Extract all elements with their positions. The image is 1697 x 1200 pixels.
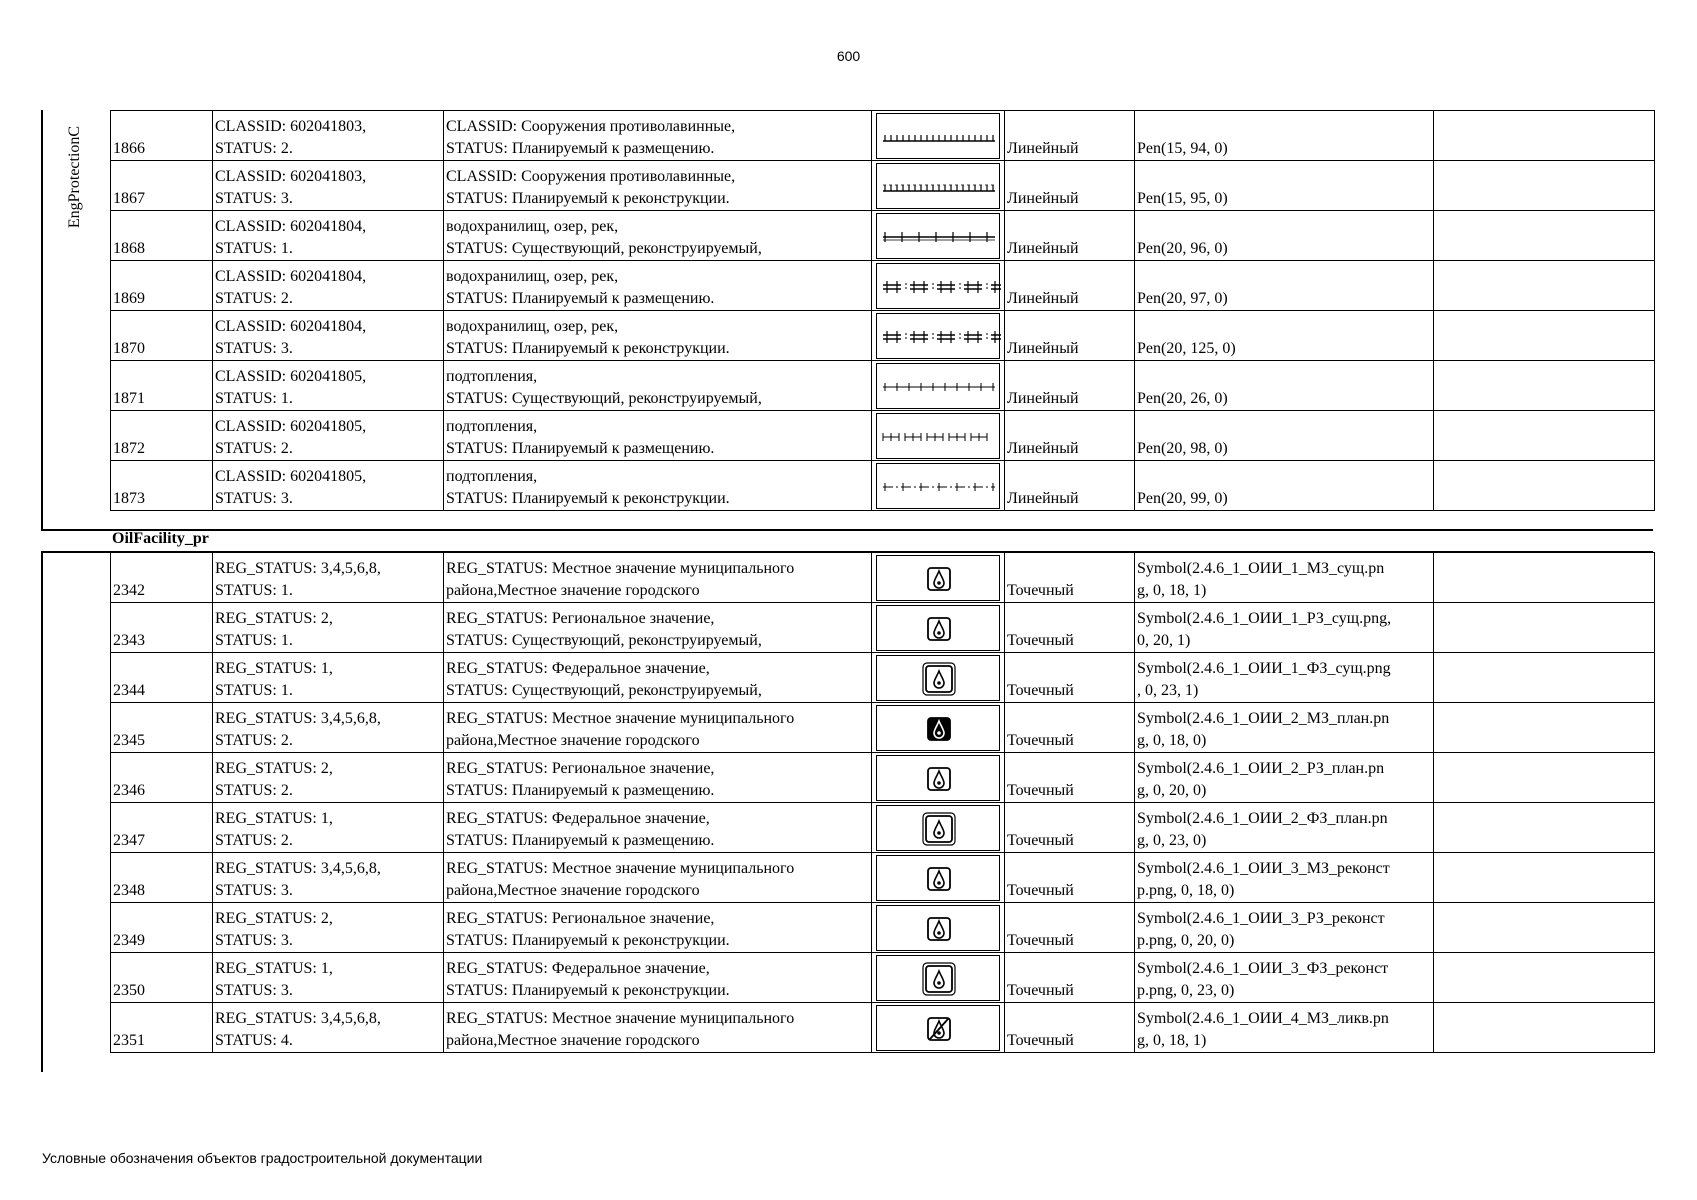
row-symbol <box>872 553 1005 603</box>
row-description-line-2: STATUS: Планируемый к размещению. <box>446 440 715 457</box>
row-class <box>213 1003 444 1053</box>
row-class-line-1: REG_STATUS: 1, <box>215 810 333 827</box>
row-description-line-1: CLASSID: Сооружения противолавинные, <box>446 118 736 135</box>
row-style-line-2: 0, 20, 1) <box>1137 632 1191 649</box>
group1-left-border <box>41 110 43 530</box>
page-footer: Условные обозначения объектов градостроительной документации <box>42 1150 483 1166</box>
row-style-line-2: р.png, 0, 23, 0) <box>1137 982 1235 999</box>
row-description-line-2: STATUS: Существующий, реконструируемый, <box>446 682 762 699</box>
row-description-line-1: подтопления, <box>446 468 538 485</box>
group-label: EngProtectionC <box>66 125 83 229</box>
row-empty-cell <box>1434 653 1655 703</box>
row-class <box>213 903 444 953</box>
row-geometry-type: Линейный <box>1005 261 1135 311</box>
row-class-line-1: REG_STATUS: 3,4,5,6,8, <box>215 1010 381 1027</box>
row-id: 2342 <box>111 553 213 603</box>
oil-drop-local-existing-icon <box>876 555 1000 601</box>
row-id: 1873 <box>111 461 213 511</box>
row-class <box>213 361 444 411</box>
row-class <box>213 753 444 803</box>
table-row <box>111 653 1655 703</box>
table-row <box>111 361 1655 411</box>
row-description <box>444 703 872 753</box>
row-style: Pen(20, 26, 0) <box>1135 361 1434 411</box>
row-class-line-2: STATUS: 2. <box>215 832 293 849</box>
row-symbol <box>872 953 1005 1003</box>
bank-line-reconstruct-icon <box>876 313 1000 359</box>
row-empty-cell <box>1434 261 1655 311</box>
row-description <box>444 211 872 261</box>
row-class-line-1: REG_STATUS: 1, <box>215 960 333 977</box>
row-class-line-2: STATUS: 3. <box>215 882 293 899</box>
oil-drop-regional-reconstruct-icon <box>876 905 1000 951</box>
row-class-line-1: REG_STATUS: 2, <box>215 610 333 627</box>
row-style <box>1135 753 1434 803</box>
row-style-line-1: Symbol(2.4.6_1_ОИИ_2_РЗ_план.pn <box>1137 760 1385 777</box>
row-class-line-2: STATUS: 2. <box>215 440 293 457</box>
row-style-line-2: g, 0, 23, 0) <box>1137 832 1207 849</box>
row-style-line-1: Symbol(2.4.6_1_ОИИ_3_МЗ_реконст <box>1137 860 1390 877</box>
row-style-line-2: g, 0, 18, 0) <box>1137 732 1207 749</box>
flood-line-reconstruct-icon <box>876 463 1000 509</box>
row-empty-cell <box>1434 853 1655 903</box>
row-id: 2346 <box>111 753 213 803</box>
oil-drop-federal-reconstruct-icon <box>876 955 1000 1001</box>
table-row <box>111 853 1655 903</box>
row-id: 2349 <box>111 903 213 953</box>
symbol-table-engprotection <box>110 110 1655 511</box>
row-geometry-type: Точечный <box>1005 803 1135 853</box>
flood-line-existing-icon <box>876 363 1000 409</box>
row-class-line-2: STATUS: 1. <box>215 240 293 257</box>
row-geometry-type: Точечный <box>1005 703 1135 753</box>
row-description-line-2: STATUS: Планируемый к реконструкции. <box>446 982 730 999</box>
row-id: 1872 <box>111 411 213 461</box>
table-row <box>111 261 1655 311</box>
oil-drop-federal-existing-icon <box>876 655 1000 701</box>
row-description-line-2: района,Местное значение городского <box>446 582 700 599</box>
row-symbol <box>872 903 1005 953</box>
row-description-line-2: STATUS: Планируемый к размещению. <box>446 782 715 799</box>
row-description <box>444 653 872 703</box>
row-class-line-2: STATUS: 3. <box>215 190 293 207</box>
row-class-line-2: STATUS: 3. <box>215 340 293 357</box>
row-class <box>213 953 444 1003</box>
row-style-line-2: , 0, 23, 1) <box>1137 682 1199 699</box>
row-id: 2344 <box>111 653 213 703</box>
row-description <box>444 603 872 653</box>
row-description-line-1: CLASSID: Сооружения противолавинные, <box>446 168 736 185</box>
table-row <box>111 1003 1655 1053</box>
row-description-line-2: STATUS: Планируемый к реконструкции. <box>446 190 730 207</box>
row-class-line-1: REG_STATUS: 2, <box>215 760 333 777</box>
row-class-line-2: STATUS: 1. <box>215 682 293 699</box>
row-description-line-1: REG_STATUS: Местное значение муниципального <box>446 560 795 577</box>
row-class-line-2: STATUS: 3. <box>215 932 293 949</box>
row-description-line-1: REG_STATUS: Федеральное значение, <box>446 960 710 977</box>
row-style <box>1135 1003 1434 1053</box>
row-description-line-2: STATUS: Планируемый к размещению. <box>446 140 715 157</box>
row-style-line-2: g, 0, 20, 0) <box>1137 782 1207 799</box>
row-description-line-1: REG_STATUS: Региональное значение, <box>446 910 715 927</box>
row-class-line-2: STATUS: 3. <box>215 982 293 999</box>
row-class-line-1: CLASSID: 602041805, <box>215 418 367 435</box>
row-description-line-1: REG_STATUS: Региональное значение, <box>446 760 715 777</box>
row-description <box>444 1003 872 1053</box>
row-geometry-type: Точечный <box>1005 753 1135 803</box>
row-class <box>213 261 444 311</box>
row-empty-cell <box>1434 753 1655 803</box>
row-class-line-2: STATUS: 4. <box>215 1032 293 1049</box>
row-geometry-type: Линейный <box>1005 161 1135 211</box>
row-symbol <box>872 1003 1005 1053</box>
row-id: 1869 <box>111 261 213 311</box>
row-empty-cell <box>1434 803 1655 853</box>
row-style-line-1: Symbol(2.4.6_1_ОИИ_3_РЗ_реконст <box>1137 910 1385 927</box>
table-row <box>111 753 1655 803</box>
row-style-line-1: Symbol(2.4.6_1_ОИИ_1_РЗ_сущ.png, <box>1137 610 1392 627</box>
row-geometry-type: Точечный <box>1005 653 1135 703</box>
row-class <box>213 161 444 211</box>
row-geometry-type: Точечный <box>1005 903 1135 953</box>
row-description-line-1: REG_STATUS: Местное значение муниципального <box>446 710 795 727</box>
row-style: Pen(15, 94, 0) <box>1135 111 1434 161</box>
row-class-line-2: STATUS: 3. <box>215 490 293 507</box>
row-description-line-2: района,Местное значение городского <box>446 882 700 899</box>
group1-bottom-border <box>41 529 1653 531</box>
row-id: 2345 <box>111 703 213 753</box>
row-style <box>1135 803 1434 853</box>
row-empty-cell <box>1434 361 1655 411</box>
row-class-line-2: STATUS: 2. <box>215 290 293 307</box>
row-description-line-2: района,Местное значение городского <box>446 732 700 749</box>
row-class-line-2: STATUS: 1. <box>215 632 293 649</box>
row-class-line-2: STATUS: 1. <box>215 582 293 599</box>
row-id: 2347 <box>111 803 213 853</box>
row-geometry-type: Точечный <box>1005 553 1135 603</box>
row-id: 1870 <box>111 311 213 361</box>
row-symbol <box>872 461 1005 511</box>
row-class <box>213 111 444 161</box>
row-description-line-2: STATUS: Существующий, реконструируемый, <box>446 240 762 257</box>
row-symbol <box>872 261 1005 311</box>
row-class <box>213 653 444 703</box>
row-id: 2343 <box>111 603 213 653</box>
oil-drop-local-planned-icon <box>876 705 1000 751</box>
row-class-line-1: REG_STATUS: 1, <box>215 660 333 677</box>
row-class-line-1: REG_STATUS: 3,4,5,6,8, <box>215 860 381 877</box>
row-description-line-2: STATUS: Планируемый к реконструкции. <box>446 340 730 357</box>
row-class-line-1: CLASSID: 602041805, <box>215 468 367 485</box>
row-id: 1866 <box>111 111 213 161</box>
bank-line-planned-icon <box>876 263 1000 309</box>
row-class <box>213 461 444 511</box>
row-id: 2348 <box>111 853 213 903</box>
table-row <box>111 953 1655 1003</box>
row-empty-cell <box>1434 311 1655 361</box>
row-description <box>444 411 872 461</box>
row-class <box>213 703 444 753</box>
row-style-line-1: Symbol(2.4.6_1_ОИИ_2_МЗ_план.pn <box>1137 710 1390 727</box>
row-empty-cell <box>1434 1003 1655 1053</box>
row-empty-cell <box>1434 703 1655 753</box>
table-row <box>111 553 1655 603</box>
row-style <box>1135 703 1434 753</box>
row-empty-cell <box>1434 111 1655 161</box>
row-description <box>444 853 872 903</box>
table-row <box>111 703 1655 753</box>
page-number: 600 <box>836 48 861 64</box>
symbol-table-oilfacility <box>110 552 1655 1053</box>
row-class-line-1: CLASSID: 602041804, <box>215 218 367 235</box>
avalanche-line-reconstruct-icon <box>876 163 1000 209</box>
row-style-line-2: g, 0, 18, 1) <box>1137 1032 1207 1049</box>
row-geometry-type: Линейный <box>1005 111 1135 161</box>
row-class-line-1: CLASSID: 602041803, <box>215 118 367 135</box>
row-style-line-2: g, 0, 18, 1) <box>1137 582 1207 599</box>
table-row <box>111 211 1655 261</box>
row-empty-cell <box>1434 903 1655 953</box>
row-id: 2351 <box>111 1003 213 1053</box>
row-empty-cell <box>1434 953 1655 1003</box>
row-description-line-1: водохранилищ, озер, рек, <box>446 218 619 235</box>
table-row <box>111 311 1655 361</box>
row-class-line-1: CLASSID: 602041803, <box>215 168 367 185</box>
row-style-line-1: Symbol(2.4.6_1_ОИИ_1_МЗ_сущ.pn <box>1137 560 1385 577</box>
row-style-line-1: Symbol(2.4.6_1_ОИИ_1_ФЗ_сущ.png <box>1137 660 1391 677</box>
row-symbol <box>872 211 1005 261</box>
row-description <box>444 753 872 803</box>
row-description-line-2: STATUS: Планируемый к реконструкции. <box>446 932 730 949</box>
row-class-line-1: CLASSID: 602041805, <box>215 368 367 385</box>
row-description <box>444 903 872 953</box>
oil-drop-regional-planned-icon <box>876 755 1000 801</box>
row-class-line-1: REG_STATUS: 3,4,5,6,8, <box>215 710 381 727</box>
row-symbol <box>872 703 1005 753</box>
row-geometry-type: Точечный <box>1005 603 1135 653</box>
row-style-line-2: р.png, 0, 18, 0) <box>1137 882 1235 899</box>
row-geometry-type: Линейный <box>1005 461 1135 511</box>
row-style: Pen(15, 95, 0) <box>1135 161 1434 211</box>
row-description-line-1: REG_STATUS: Местное значение муниципального <box>446 1010 795 1027</box>
row-description <box>444 553 872 603</box>
row-description-line-1: REG_STATUS: Местное значение муниципального <box>446 860 795 877</box>
row-description-line-1: водохранилищ, озер, рек, <box>446 318 619 335</box>
table-row <box>111 461 1655 511</box>
row-description <box>444 261 872 311</box>
row-description <box>444 461 872 511</box>
row-description <box>444 953 872 1003</box>
row-style-line-1: Symbol(2.4.6_1_ОИИ_3_ФЗ_реконст <box>1137 960 1389 977</box>
row-description <box>444 111 872 161</box>
row-id: 1867 <box>111 161 213 211</box>
row-class-line-1: REG_STATUS: 3,4,5,6,8, <box>215 560 381 577</box>
row-class <box>213 311 444 361</box>
oil-drop-local-liquidated-icon <box>876 1005 1000 1051</box>
row-symbol <box>872 311 1005 361</box>
row-empty-cell <box>1434 553 1655 603</box>
row-style: Pen(20, 96, 0) <box>1135 211 1434 261</box>
row-empty-cell <box>1434 461 1655 511</box>
oil-drop-regional-existing-icon <box>876 605 1000 651</box>
group2-left-border <box>41 552 43 1072</box>
row-geometry-type: Линейный <box>1005 411 1135 461</box>
row-geometry-type: Линейный <box>1005 311 1135 361</box>
row-description-line-1: REG_STATUS: Федеральное значение, <box>446 660 710 677</box>
row-style <box>1135 953 1434 1003</box>
row-class-line-1: REG_STATUS: 2, <box>215 910 333 927</box>
bank-line-existing-icon <box>876 213 1000 259</box>
row-class-line-1: CLASSID: 602041804, <box>215 268 367 285</box>
table-row <box>111 161 1655 211</box>
oil-drop-federal-planned-icon <box>876 805 1000 851</box>
table-row <box>111 411 1655 461</box>
row-symbol <box>872 411 1005 461</box>
row-description-line-1: REG_STATUS: Федеральное значение, <box>446 810 710 827</box>
row-symbol <box>872 603 1005 653</box>
avalanche-line-planned-icon <box>876 113 1000 159</box>
row-description <box>444 161 872 211</box>
row-class <box>213 603 444 653</box>
section-title: OilFacility_pr <box>112 530 209 547</box>
row-symbol <box>872 853 1005 903</box>
row-symbol <box>872 803 1005 853</box>
row-empty-cell <box>1434 211 1655 261</box>
row-class <box>213 211 444 261</box>
table-row <box>111 903 1655 953</box>
row-symbol <box>872 361 1005 411</box>
row-description-line-2: STATUS: Существующий, реконструируемый, <box>446 632 762 649</box>
row-class <box>213 411 444 461</box>
row-description-line-1: подтопления, <box>446 418 538 435</box>
row-description-line-2: STATUS: Планируемый к размещению. <box>446 290 715 307</box>
row-style: Pen(20, 99, 0) <box>1135 461 1434 511</box>
table-row <box>111 603 1655 653</box>
row-empty-cell <box>1434 161 1655 211</box>
row-class-line-2: STATUS: 1. <box>215 390 293 407</box>
row-class <box>213 853 444 903</box>
row-style: Pen(20, 97, 0) <box>1135 261 1434 311</box>
row-class-line-2: STATUS: 2. <box>215 732 293 749</box>
row-description-line-1: подтопления, <box>446 368 538 385</box>
row-symbol <box>872 111 1005 161</box>
row-description-line-1: REG_STATUS: Региональное значение, <box>446 610 715 627</box>
oil-drop-local-reconstruct-icon <box>876 855 1000 901</box>
row-style <box>1135 903 1434 953</box>
row-symbol <box>872 653 1005 703</box>
row-style <box>1135 603 1434 653</box>
row-class-line-1: CLASSID: 602041804, <box>215 318 367 335</box>
row-geometry-type: Точечный <box>1005 853 1135 903</box>
row-class <box>213 553 444 603</box>
row-style-line-1: Symbol(2.4.6_1_ОИИ_4_МЗ_ликв.pn <box>1137 1010 1389 1027</box>
row-id: 1871 <box>111 361 213 411</box>
row-style <box>1135 653 1434 703</box>
row-description-line-2: района,Местное значение городского <box>446 1032 700 1049</box>
row-geometry-type: Точечный <box>1005 953 1135 1003</box>
flood-line-planned-icon <box>876 413 1000 459</box>
row-description-line-2: STATUS: Планируемый к реконструкции. <box>446 490 730 507</box>
row-description <box>444 803 872 853</box>
row-style-line-1: Symbol(2.4.6_1_ОИИ_2_ФЗ_план.pn <box>1137 810 1388 827</box>
row-empty-cell <box>1434 411 1655 461</box>
row-description <box>444 311 872 361</box>
row-description <box>444 361 872 411</box>
table-row <box>111 111 1655 161</box>
row-symbol <box>872 161 1005 211</box>
row-geometry-type: Линейный <box>1005 361 1135 411</box>
row-empty-cell <box>1434 603 1655 653</box>
row-geometry-type: Точечный <box>1005 1003 1135 1053</box>
row-class-line-2: STATUS: 2. <box>215 782 293 799</box>
row-style-line-2: р.png, 0, 20, 0) <box>1137 932 1235 949</box>
row-id: 2350 <box>111 953 213 1003</box>
row-description-line-1: водохранилищ, озер, рек, <box>446 268 619 285</box>
row-style <box>1135 853 1434 903</box>
row-description-line-2: STATUS: Существующий, реконструируемый, <box>446 390 762 407</box>
row-class <box>213 803 444 853</box>
row-id: 1868 <box>111 211 213 261</box>
row-style: Pen(20, 98, 0) <box>1135 411 1434 461</box>
row-class-line-2: STATUS: 2. <box>215 140 293 157</box>
table-row <box>111 803 1655 853</box>
row-description-line-2: STATUS: Планируемый к размещению. <box>446 832 715 849</box>
row-geometry-type: Линейный <box>1005 211 1135 261</box>
row-symbol <box>872 753 1005 803</box>
row-style: Pen(20, 125, 0) <box>1135 311 1434 361</box>
row-style <box>1135 553 1434 603</box>
